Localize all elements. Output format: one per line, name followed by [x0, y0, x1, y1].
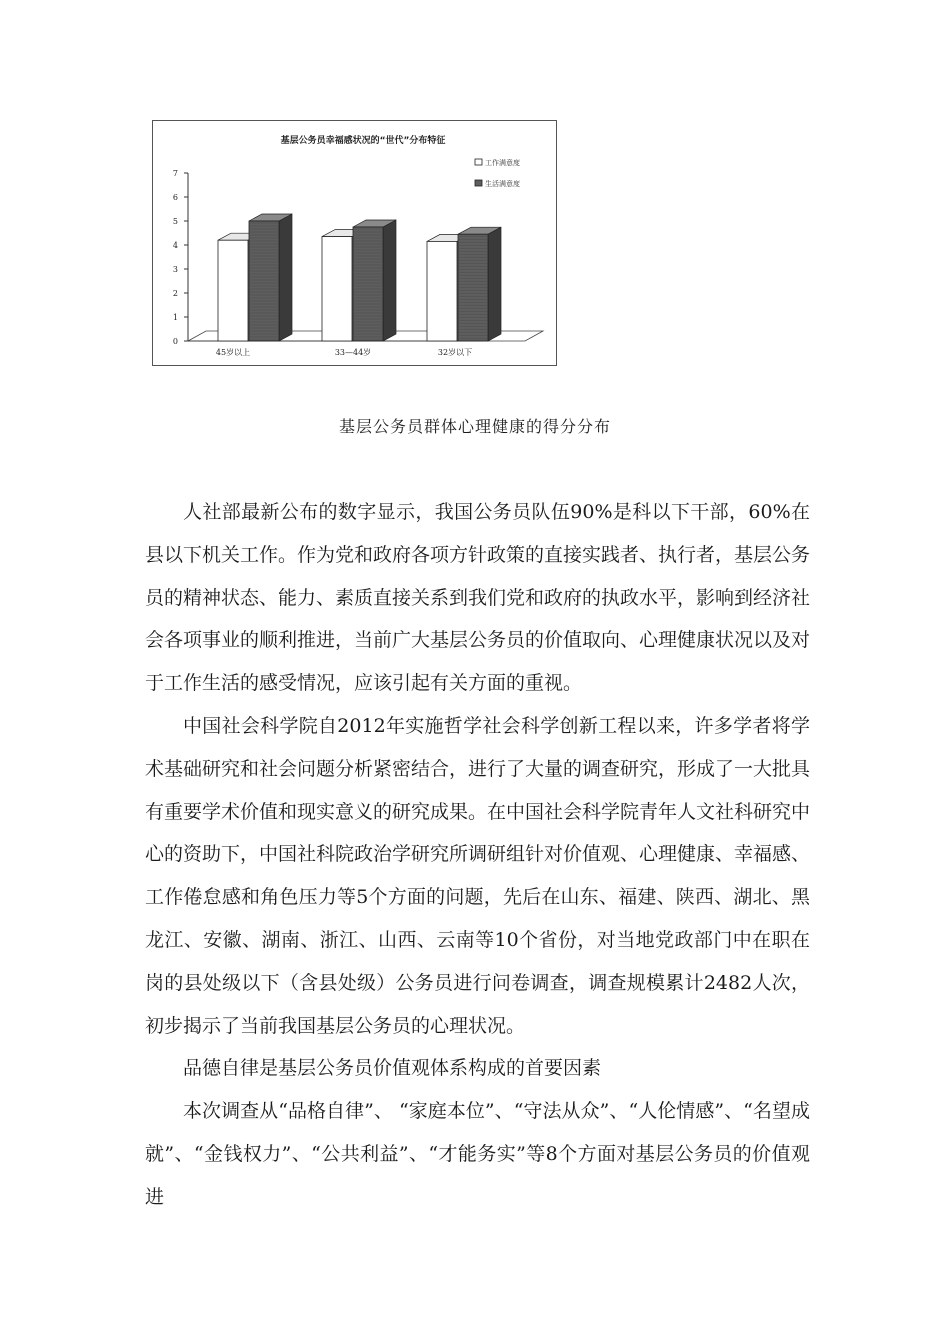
y-tick-label: 1 [172, 313, 178, 322]
bar-work-satisfaction [322, 237, 352, 341]
y-tick-label: 4 [172, 241, 178, 250]
y-tick-label: 7 [172, 169, 178, 178]
paragraph: 中国社会科学院自2012年实施哲学社会科学创新工程以来，许多学者将学术基础研究和社会问题分析紧密结合，进行了大量的调查研究，形成了一大批具有重要学术价值和现实意义的研究成果。在中国社会科学院青年人文社科研究中心的资助下，中国社科院政治学研究所调研组针对价值观、心理健康、幸福感、工作倦怠感和角色压力等5个方面的问题，先后在山东、福建、陕西、湖北、黑龙江、安徽、湖南、浙江、山西、云南等10个省份，对当地党政部门中在职在岗的县处级以下（含县处级）公务员进行问卷调查，调查规模累计2482人次，初步揭示了当前我国基层公务员的心理状况。 [145, 714, 811, 1037]
bar-work-satisfaction [427, 241, 457, 341]
section-heading: 品德自律是基层公务员价值观体系构成的首要因素 [183, 1057, 602, 1080]
x-tick-labels [216, 347, 472, 357]
paragraph: 人社部最新公布的数字显示，我国公务员队伍90%是科以下干部，60%在县以下机关工作。作为党和政府各项方针政策的直接实践者、执行者，基层公务员的精神状态、能力、素质直接关系到我们党和政府的执政水平，影响到经济社会各项事业的顺利推进，当前广大基层公务员的价值取向、心理健康状况以及对于工作生活的感受情况，应该引起有关方面的重视。 [145, 501, 811, 695]
bar-side [279, 214, 292, 341]
bar-side [488, 227, 501, 341]
bar-life-satisfaction [458, 234, 488, 341]
chart-svg [153, 121, 555, 364]
y-tick-label: 0 [172, 337, 178, 346]
bar-side [383, 220, 396, 341]
legend-label: 生活满意度 [485, 180, 520, 188]
y-tick-labels [173, 169, 188, 346]
legend-swatch [475, 180, 482, 186]
chart-title: 基层公务员幸福感状况的“世代”分布特征 [280, 136, 446, 146]
figure-caption: 基层公务员群体心理健康的得分分布 [338, 417, 611, 436]
chart-legend [475, 158, 520, 188]
paragraph: 本次调查从“品格自律”、 “家庭本位”、“守法从众”、“人伦情感”、“名望成就”、“金钱权力”、“公共利益”、“才能务实”等8个方面对基层公务员的价值观进 [145, 1100, 810, 1208]
y-tick-label: 5 [172, 217, 178, 226]
chart-figure [152, 120, 557, 366]
y-tick-label: 2 [172, 289, 178, 298]
y-tick-label: 6 [172, 193, 178, 202]
x-tick-label: 32岁以下 [437, 348, 473, 357]
chart-bars [218, 214, 501, 341]
article-body [145, 491, 810, 1219]
bar-life-satisfaction [249, 221, 279, 341]
y-tick-label: 3 [172, 265, 178, 274]
x-tick-label: 33—44岁 [334, 348, 372, 357]
bar-work-satisfaction [218, 240, 248, 341]
legend-label: 工作满意度 [485, 159, 520, 167]
x-tick-label: 45岁以上 [215, 348, 251, 357]
legend-swatch [475, 159, 482, 165]
